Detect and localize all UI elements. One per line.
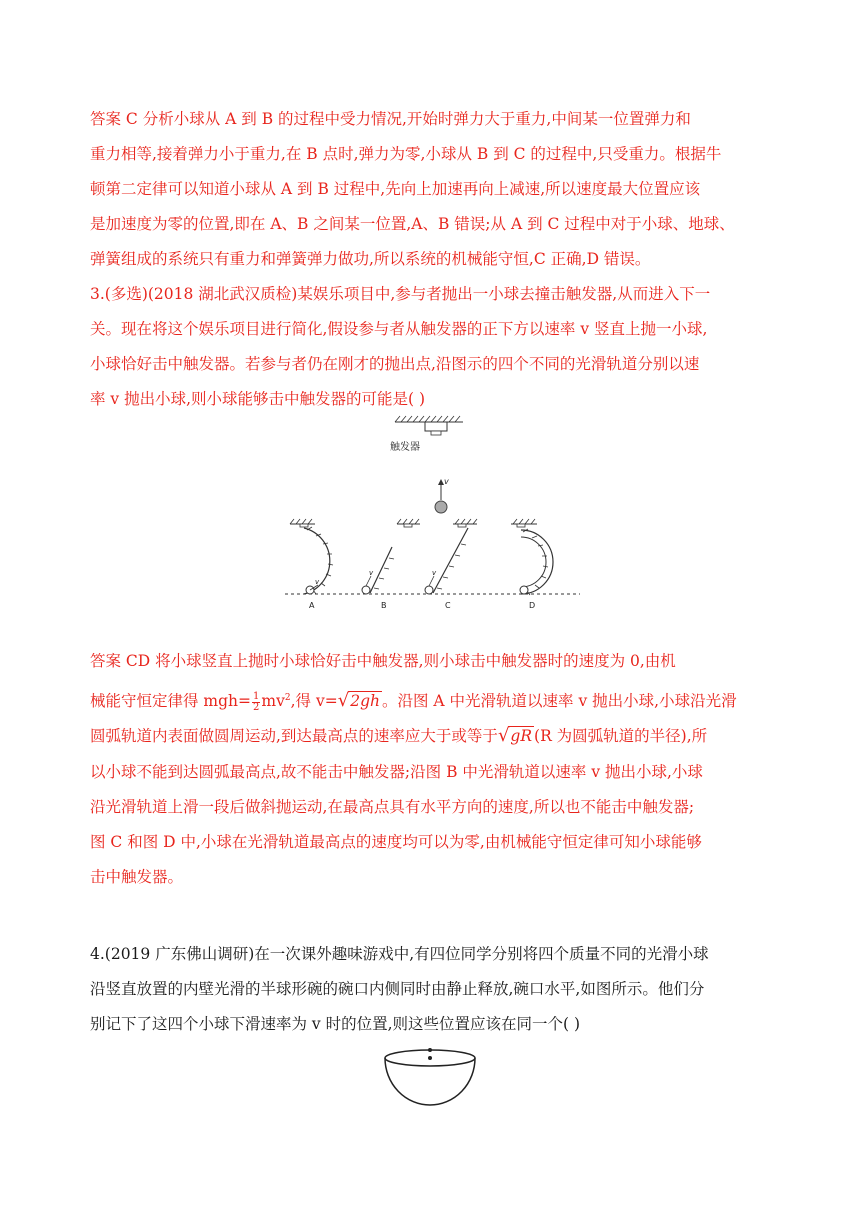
sqrt-expression: gR bbox=[510, 727, 533, 745]
answer-3-line: 图 C 和图 D 中,小球在光滑轨道最高点的速度均可以为零,由机械能守恒定律可知小球能够 bbox=[90, 833, 702, 851]
ball bbox=[435, 501, 447, 513]
velocity-label: v bbox=[315, 578, 320, 586]
ceiling-hatch bbox=[395, 416, 463, 422]
sqrt-expression: 2gh bbox=[350, 692, 380, 711]
question-4 bbox=[90, 937, 780, 1042]
trigger-label: 触发器 bbox=[390, 442, 420, 453]
answer-3 bbox=[90, 644, 780, 895]
track-c bbox=[425, 519, 477, 610]
velocity-label: v bbox=[432, 569, 437, 577]
trigger-icon bbox=[425, 422, 447, 431]
ball bbox=[428, 1056, 432, 1060]
sqrt-icon: √ bbox=[337, 690, 350, 712]
velocity-label: v bbox=[369, 569, 374, 577]
answer-3-line: 答案 CD 将小球竖直上抛时小球恰好击中触发器,则小球击中触发器时的速度为 0,由机 bbox=[90, 652, 676, 670]
sqrt-icon: √ bbox=[497, 725, 510, 746]
question-4-line: 沿竖直放置的内壁光滑的半球形碗的碗口内侧同时由静止释放,碗口水平,如图所示。他们分 bbox=[90, 980, 705, 998]
track-label-a: A bbox=[309, 601, 315, 610]
track-b bbox=[362, 519, 420, 610]
track-label-c: C bbox=[445, 601, 451, 610]
answer-3-line: 以小球不能到达圆弧最高点,故不能击中触发器;沿图 B 中光滑轨道以速率 v 抛出小球,小球 bbox=[90, 763, 703, 781]
track-a bbox=[290, 519, 333, 610]
track-d bbox=[511, 519, 553, 610]
ball bbox=[428, 1048, 432, 1052]
bowl-body bbox=[385, 1058, 475, 1105]
bowl-figure bbox=[378, 1043, 483, 1115]
question-4-line: 别记下了这四个小球下滑速率为 v 时的位置,则这些位置应该在同一个( ) bbox=[90, 1015, 581, 1033]
answer-2-line: 弹簧组成的系统只有重力和弹簧弹力做功,所以系统的机械能守恒,C 正确,D 错误。 bbox=[90, 250, 651, 268]
track-label-b: B bbox=[381, 601, 387, 610]
fraction: $\frac{1}{2}$ bbox=[253, 690, 260, 713]
question-3-line: 3.(多选)(2018 湖北武汉质检)某娱乐项目中,参与者抛出一小球去撞击触发器,从而进入下一 bbox=[90, 285, 711, 303]
velocity-label: v bbox=[444, 477, 449, 486]
answer-3-line: 械能守恒定律得 mgh= $\frac{1}{2}$ $mv^2$,得 v=√2gh 。沿图 A 中光滑轨道以速率 v 抛出小球,小球沿光滑 bbox=[90, 690, 737, 713]
answer-3-line: 圆弧轨道内表面做圆周运动,到达最高点的速率应大于或等于√gR (R 为圆弧轨道的半径),所 bbox=[90, 725, 708, 746]
track-label-d: D bbox=[529, 601, 536, 610]
answer-2-line: 答案 C 分析小球从 A 到 B 的过程中受力情况,开始时弹力大于重力,中间某一位置弹力和 bbox=[90, 110, 691, 128]
answer-2-line: 是加速度为零的位置,即在 A、B 之间某一位置,A、B 错误;从 A 到 C 过程中对于小球、地球、 bbox=[90, 215, 735, 233]
question-3-line: 小球恰好击中触发器。若参与者仍在刚才的抛出点,沿图示的四个不同的光滑轨道分别以速 bbox=[90, 355, 700, 373]
answer-2-line: 顿第二定律可以知道小球从 A 到 B 过程中,先向上加速再向上减速,所以速度最大位置应该 bbox=[90, 180, 701, 198]
question-3-line: 关。现在将这个娱乐项目进行简化,假设参与者从触发器的正下方以速率 v 竖直上抛一小球, bbox=[90, 320, 708, 338]
answer-2-line: 重力相等,接着弹力小于重力,在 B 点时,弹力为零,小球从 B 到 C 的过程中,只受重力。根据牛 bbox=[90, 145, 722, 163]
answer-3-line: 击中触发器。 bbox=[90, 868, 184, 886]
question-3 bbox=[90, 277, 780, 417]
answer-2 bbox=[90, 102, 780, 277]
track-figure bbox=[285, 412, 580, 612]
question-3-line: 率 v 抛出小球,则小球能够击中触发器的可能是( ) bbox=[90, 390, 426, 408]
question-4-line: 4.(2019 广东佛山调研)在一次课外趣味游戏中,有四位同学分别将四个质量不同的光滑小球 bbox=[90, 945, 709, 963]
answer-3-line: 沿光滑轨道上滑一段后做斜抛运动,在最高点具有水平方向的速度,所以也不能击中触发器; bbox=[90, 798, 695, 816]
